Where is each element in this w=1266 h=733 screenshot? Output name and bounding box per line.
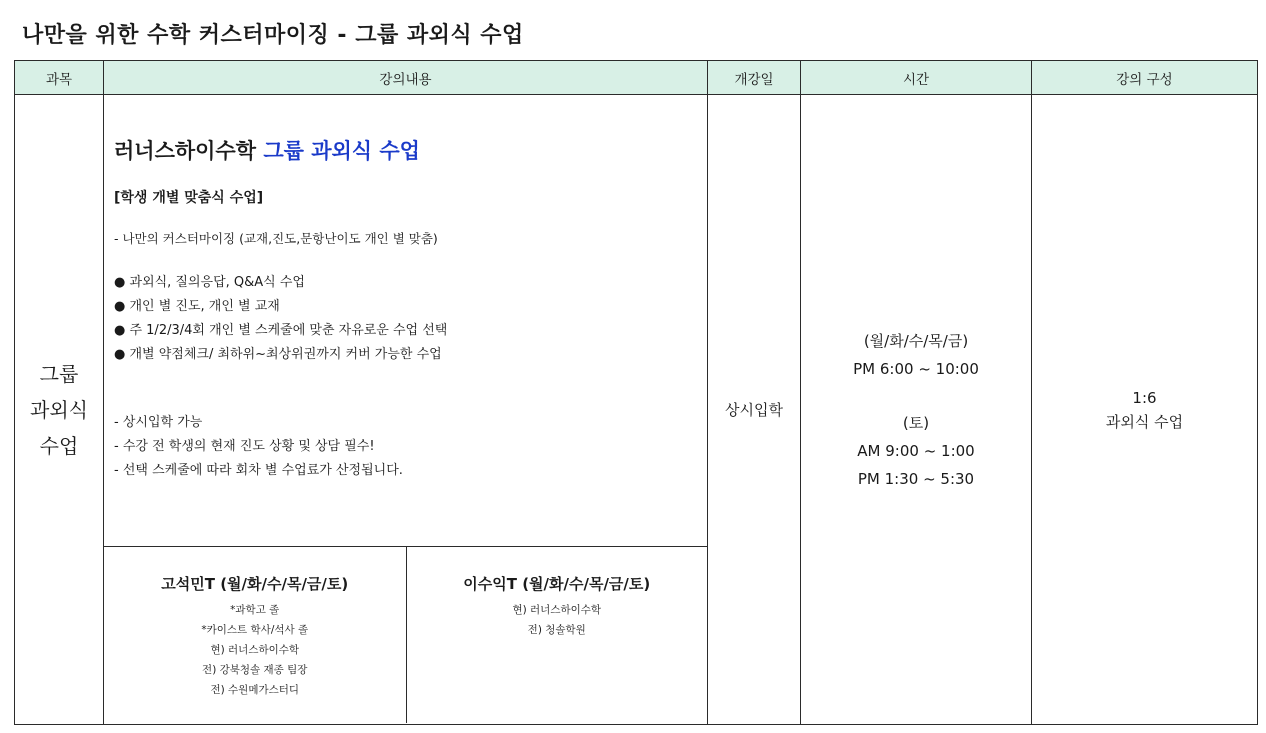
course-table xyxy=(14,60,1258,725)
content-cell xyxy=(104,95,708,725)
header-time: 시간 xyxy=(801,61,1032,95)
bullet-list xyxy=(114,271,707,367)
course-row xyxy=(15,95,1258,725)
time-spacer xyxy=(801,383,1031,409)
subject-cell xyxy=(15,95,104,725)
teacher-detail: 전) 수원메가스터디 xyxy=(210,684,300,696)
teacher-detail: 전) 강북청솔 재종 팀장 xyxy=(202,664,308,676)
subject-line: 수업 xyxy=(39,433,79,458)
teacher-detail: 전) 청솔학원 xyxy=(527,624,586,636)
weekday-days: (월/화/수/목/금) xyxy=(863,331,969,350)
dash-item: - 상시입학 가능 xyxy=(114,415,203,430)
saturday-am: AM 9:00 ~ 1:00 xyxy=(857,441,975,460)
weekday-time: PM 6:00 ~ 10:00 xyxy=(853,359,979,378)
dash-list xyxy=(114,411,707,483)
dash-item: - 수강 전 학생의 현재 진도 상황 및 상담 필수! xyxy=(114,439,375,454)
header-opening: 개강일 xyxy=(708,61,801,95)
teacher-card xyxy=(406,547,708,723)
page-title: 나만을 위한 수학 커스터마이징 - 그룹 과외식 수업 xyxy=(22,23,524,48)
lead-prefix: 러너스하이수학 xyxy=(114,139,264,163)
bullet-item: ● 과외식, 질의응답, Q&A식 수업 xyxy=(114,275,305,290)
lead-title xyxy=(114,135,707,165)
teacher-detail: *과학고 졸 xyxy=(230,604,280,616)
bullet-item: ● 주 1/2/3/4회 개인 별 스케줄에 맞춘 자유로운 수업 선택 xyxy=(114,323,448,338)
bullet-item: ● 개별 약점체크/ 최하위~최상위권까지 커버 가능한 수업 xyxy=(114,347,442,362)
content-main xyxy=(104,95,707,547)
teacher-name: 고석민T (월/화/수/목/금/토) xyxy=(161,575,349,593)
teacher-name: 이수익T (월/화/수/목/금/토) xyxy=(463,575,651,593)
time-cell xyxy=(801,95,1032,725)
teacher-detail: 현) 러너스하이수학 xyxy=(512,604,602,616)
teacher-detail: *카이스트 학사/석사 졸 xyxy=(201,624,309,636)
saturday-day: (토) xyxy=(902,413,930,432)
structure-cell xyxy=(1032,95,1258,725)
opening-cell: 상시입학 xyxy=(708,95,801,725)
teacher-detail: 현) 러너스하이수학 xyxy=(210,644,300,656)
note-line: - 나만의 커스터마이징 (교재,진도,문항난이도 개인 별 맞춤) xyxy=(114,231,438,246)
bullet-item: ● 개인 별 진도, 개인 별 교재 xyxy=(114,299,280,314)
teacher-card xyxy=(104,547,406,723)
structure-type: 과외식 수업 xyxy=(1105,412,1184,431)
header-content: 강의내용 xyxy=(104,61,708,95)
header-subject: 과목 xyxy=(15,61,104,95)
teachers-section xyxy=(104,547,707,723)
header-structure: 강의 구성 xyxy=(1032,61,1258,95)
subject-line: 그룹 xyxy=(39,361,79,386)
structure-ratio: 1:6 xyxy=(1132,388,1157,407)
saturday-pm: PM 1:30 ~ 5:30 xyxy=(857,469,975,488)
header-row xyxy=(15,61,1258,95)
subject-line: 과외식 xyxy=(30,397,88,422)
dash-item: - 선택 스케줄에 따라 회차 별 수업료가 산정됩니다. xyxy=(114,463,403,478)
tag-line: [학생 개별 맞춤식 수업] xyxy=(114,190,264,206)
lead-accent: 그룹 과외식 수업 xyxy=(263,139,420,163)
